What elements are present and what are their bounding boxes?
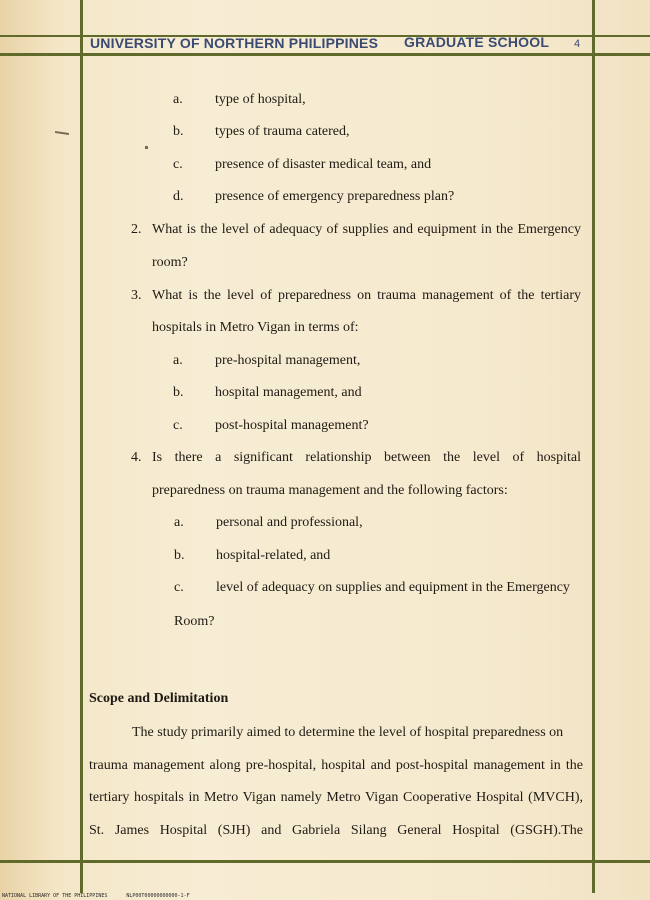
item-text: type of hospital,: [215, 92, 306, 107]
item-label: b.: [173, 385, 184, 400]
list-item-continuation: Room?: [174, 614, 215, 629]
question-number: 2.: [131, 222, 142, 237]
item-label: c.: [173, 418, 183, 433]
item-label: c.: [173, 157, 183, 172]
item-label: a.: [174, 515, 184, 530]
item-text: pre-hospital management,: [215, 353, 361, 368]
question-text-line: What is the level of preparedness on trauma management of the tertiary: [152, 288, 581, 303]
paragraph-line: tertiary hospitals in Metro Vigan namely Metro Vigan Cooperative Hospital (MVCH),: [89, 790, 583, 805]
item-label: a.: [173, 353, 183, 368]
item-text: personal and professional,: [216, 515, 363, 530]
item-text: hospital management, and: [215, 385, 362, 400]
item-label: b.: [173, 124, 184, 139]
paragraph-line: St. James Hospital (SJH) and Gabriela Silang General Hospital (GSGH).The: [89, 823, 583, 838]
page-header: [90, 34, 590, 54]
item-text: presence of disaster medical team, and: [215, 157, 432, 172]
item-text: post-hospital management?: [215, 418, 369, 433]
scan-speck: [145, 146, 148, 149]
item-text: level of adequacy on supplies and equipment in the Emergency: [216, 580, 570, 595]
frame-left-rule: [80, 0, 83, 893]
school-name: GRADUATE SCHOOL: [404, 34, 550, 50]
item-label: b.: [174, 548, 185, 563]
paragraph-line: trauma management along pre-hospital, hospital and post-hospital management in the: [89, 758, 583, 773]
item-text: presence of emergency preparedness plan?: [215, 189, 455, 204]
footer-code: NLP00T00000000000-1-F: [126, 893, 190, 899]
question-text-line: room?: [152, 255, 188, 270]
item-text: types of trauma catered,: [215, 124, 350, 139]
item-label: d.: [173, 189, 184, 204]
question-text-line: preparedness on trauma management and the following factors:: [152, 483, 508, 498]
paragraph-line: The study primarily aimed to determine the level of hospital preparedness on: [132, 725, 564, 740]
frame-right-rule: [592, 0, 595, 893]
university-name: UNIVERSITY OF NORTHERN PHILIPPINES: [90, 35, 379, 51]
question-text-line: What is the level of adequacy of supplies and equipment in the Emergency: [152, 222, 581, 237]
item-label: c.: [174, 580, 184, 595]
question-number: 3.: [131, 288, 142, 303]
frame-bottom-rule: [0, 860, 650, 863]
item-label: a.: [173, 92, 183, 107]
section-heading: Scope and Delimitation: [89, 691, 229, 706]
item-text: hospital-related, and: [216, 548, 331, 563]
question-text-line: hospitals in Metro Vigan in terms of:: [152, 320, 359, 335]
footer-stamp: [2, 893, 190, 899]
page-number: 4: [574, 38, 581, 50]
question-number: 4.: [131, 450, 142, 465]
question-text-line: Is there a significant relationship between the level of hospital: [152, 450, 581, 465]
footer-library: NATIONAL LIBRARY OF THE PHILIPPINES: [2, 893, 108, 899]
scan-speck: [55, 131, 69, 135]
